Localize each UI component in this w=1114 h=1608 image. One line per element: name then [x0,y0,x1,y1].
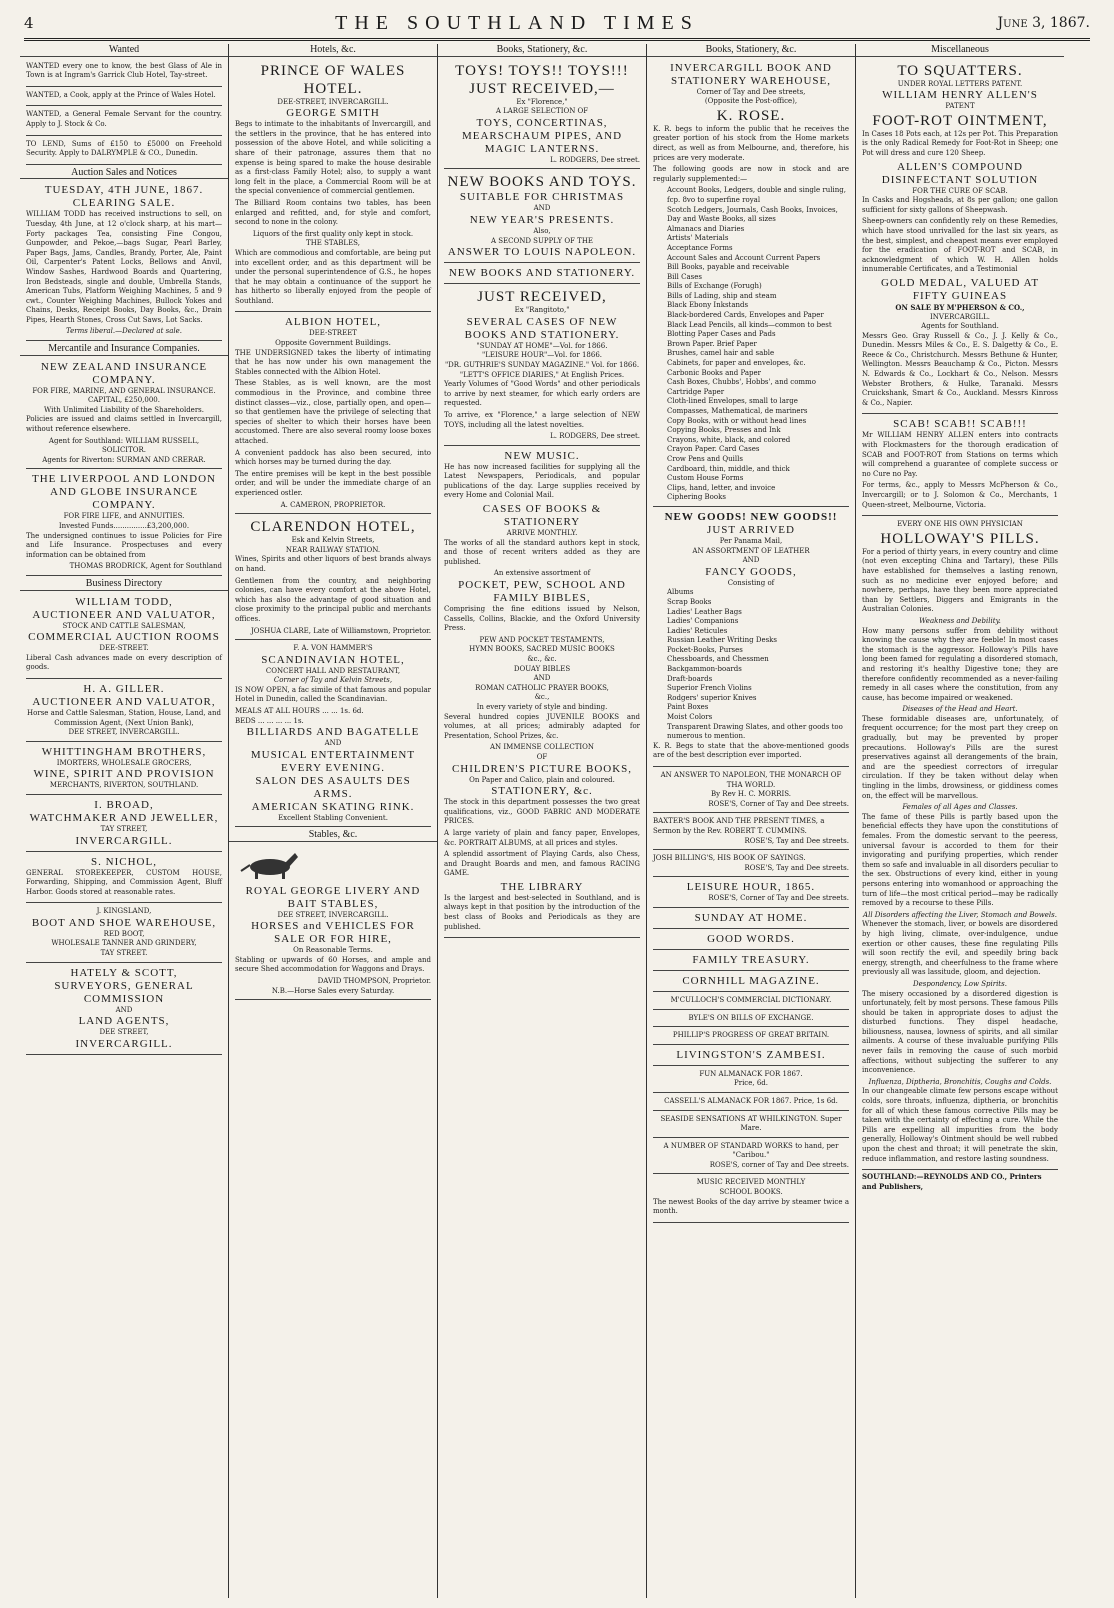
fancy-goods-list [653,588,849,742]
columns [20,44,1094,1598]
list-item: Brown Paper. Brief Paper [667,339,757,348]
list-item: Moist Colors [667,713,713,722]
list-item: Crow Pens and Quills [667,454,743,463]
list-item: Pocket-Books, Purses [667,645,743,654]
ad-mcculloch: M'CULLOCH'S COMMERCIAL DICTIONARY. [653,994,849,1010]
list-item: Ladies' Companions [667,617,739,626]
page-number: 4 [24,14,34,32]
list-item: Bills of Lading, ship and steam [667,291,777,300]
list-item: Scotch Ledgers, Journals, Cash Books, Invoices, Day and Waste Books, all sizes [667,205,838,224]
ad-family-treasury: FAMILY TREASURY. [653,952,849,971]
list-item: Cloth-lined Envelopes, small to large [667,397,798,406]
section-stables: Stables, &c. [229,829,437,842]
list-item: Rodgers' superior Knives [667,693,757,702]
list-item: Crayons, white, black, and colored [667,435,791,444]
list-item: Black Ebony Inkstands [667,301,749,310]
list-item: Ciphering Books [667,493,726,502]
ad-standard-works: A NUMBER OF STANDARD WORKS to hand, per "Caribou." ROSE'S, corner of Tay and Dee streets. [653,1140,849,1175]
list-item: Almanacs and Diaries [667,224,745,233]
list-item: Albums [667,588,694,597]
ad-fun-almanack: FUN ALMANACK FOR 1867. Price, 6d. [653,1068,849,1093]
ad-phillips: PHILLIP'S PROGRESS OF GREAT BRITAIN. [653,1029,849,1045]
list-item: Chessboards, and Chessmen [667,655,769,664]
list-item: Compasses, Mathematical, de mariners [667,407,808,415]
ad-liverpool-london: THE LIVERPOOL AND LONDON AND GLOBE INSURANCE COMPANY. FOR FIRE LIFE, and ANNUITIES. Invested Funds...............£3,200,000. The undersigned continues to issue Policies for Fire and Life Insurance. Prospectuses and every information can be obtained from THOMAS BRODRICK, Agent for Southland [26,471,222,576]
ad-giller: H. A. GILLER. AUCTIONEER AND VALUATOR, Horse and Cattle Salesman, Station, House, Land, and Commission Agent, (Next Union Bank), DEE STREET, INVERCARGILL. [26,681,222,742]
ad-seaside-sensations: SEASIDE SENSATIONS AT WHILKINGTON. Super Mare. [653,1113,849,1138]
list-item: Cardboard, thin, middle, and thick [667,464,790,473]
list-item: Ladies' Reticules [667,626,728,635]
list-item: Bill Books, payable and receivable [667,263,789,272]
ad-leisure-hour: LEISURE HOUR, 1865. ROSE'S, Corner of Tay and Dee streets. [653,879,849,908]
ad-scandinavian-hotel: F. A. VON HAMMER'S SCANDINAVIAN HOTEL, CONCERT HALL AND RESTAURANT, Corner of Tay and Kelvin Streets, IS NOW OPEN, a fac simile of that famous and popular Hotel in Dunedin, called the Scandinavian. MEALS AT ALL HOURS ... ... 1s. 6d. BEDS ... ... ... ... 1s. BILLIARDS AND BAGATELLE AND MUSICAL ENTERTAINMENT EVERY EVENING. SALON DES ASAULTS DES ARMS. AMERICAN SKATING RINK. Excellent Stabling Convenient. [235,642,431,827]
ad-clarendon-hotel: CLARENDON HOTEL, Esk and Kelvin Streets, NEAR RAILWAY STATION. Wines, Spirits and other liquors of best brands always on hand. Gentlemen from the country, and neighboring colonies, can have every comfort at the above Hotel, which has also the advantage of good situation and close proximity to the principal public and merchants offices. JOSHUA CLARE, Late of Williamstown, Proprietor. [235,516,431,640]
list-item: Cash Boxes, Chubbs', Hobbs', and commo [667,378,816,387]
column-1 [20,44,228,1598]
masthead [24,8,1090,41]
ad-clearing-sale: TUESDAY, 4TH JUNE, 1867. CLEARING SALE. WILLIAM TODD has received instructions to sell, on Tuesday, 4th June, at 12 o'clock sharp, at his mart— Forty packages Tea, consisting Fine Congou, Gunpowder, and Pekoe,—bags Sugar, Pearl Barley, Paper Bags, Jams, Candles, Brandy, Porter, Ale, Paint Oil, Carpenter's Patent Locks, Bellows and Anvil, Window Sashes, Hardwood Boards and Quartering, Iron Bedsteads, single and double, Umbrella Stands, American Tubs, Platform Weighing Machines, 5 and 9 cwt., Counter Weighing Machines, Bullock Yokes and Chains, Desks, Receipt Books, Day Books, &c., Drain Pipes, Hearth Stones, Cross Cut Saws, Lot Sacks. Terms liberal.—Declared at sale. [26,182,222,341]
list-item: Scrap Books [667,597,712,606]
list-item: Backgammon-boards [667,665,742,674]
list-item: Account Sales and Account Current Papers [667,253,821,262]
list-item: Cartridge Paper [667,387,725,396]
ad-royal-george: ROYAL GEORGE LIVERY AND BAIT STABLES, DEE STREET, INVERCARGILL. HORSES and VEHICLES FOR SALE OR FOR HIRE, On Reasonable Terms. Stabling or upwards of 60 Horses, and ample and secure Shed accommodation for Waggons and Drays. DAVID THOMPSON, Proprietor. N.B.—Horse Sales every Saturday. [235,845,431,1000]
list-item: Draft-boards [667,674,713,683]
section-insurance: Mercantile and Insurance Companies. [20,343,228,356]
ad-william-todd: WILLIAM TODD, AUCTIONEER AND VALUATOR, STOCK AND CATTLE SALESMAN, COMMERCIAL AUCTION ROOMS DEE-STREET. Liberal Cash advances made on every description of goods. [26,594,222,679]
ad-hately-scott: HATELY & SCOTT, SURVEYORS, GENERAL COMMISSION AND LAND AGENTS, DEE STREET, INVERCARGILL. [26,965,222,1055]
list-item: Copy Books, with or without head lines [667,416,807,425]
section-auction: Auction Sales and Notices [20,167,228,180]
ad-sunday-at-home: SUNDAY AT HOME. [653,910,849,929]
ad-prince-of-wales: PRINCE OF WALES HOTEL. DEE-STREET, INVERCARGILL. GEORGE SMITH Begs to intimate to the inhabitants of Invercargill, and the settlers in the province, that he has entered into possession of the above Hotel, and while soliciting a share of their patronage, assures them that no expense is being spared to make the house desirable as a first-class Family Hotel; also, to supply a want long felt in the place, a Commercial Room will be at the special convenience of commercial gentlemen. The Billiard Room contains two tables, has been enlarged and refitted, and, for style and comfort, second to none in the colony. Liquors of the first quality only kept in stock. THE STABLES, Which are commodious and comfortable, are being put into excellent order, and as this department will be under the personal superintendence of G.S., he hopes that he may obtain a continuance of the support he has hitherto so liberally enjoyed from the people of Southland. [235,60,431,313]
list-item: Acceptance Forms [667,243,733,252]
list-item: Account Books, Ledgers, double and single ruling, fcp. 8vo to superfine royal [667,186,846,204]
section-books-1: Books, Stationery, &c. [438,44,646,57]
ad-answer-napoleon: AN ANSWER TO NAPOLEON, THE MONARCH OF THA WORLD. By Rev H. C. MORRIS. ROSE'S, Corner of Tay and Dee streets. [653,769,849,813]
ad-scab: SCAB! SCAB!! SCAB!!! Mr WILLIAM HENRY ALLEN enters into contracts with Flockmasters for the thorough eradication of SCAB and FOOT-ROT from Stations on terms which will comprehend a guarantee of complete success or no Cure no Pay. For terms, &c., apply to Messrs McPherson & Co., Invercargill; or to J. Solomon & Co., Merchants, 1 Queen-street, Melbourne, Victoria. [862,416,1058,516]
imprint: SOUTHLAND:—REYNOLDS AND CO., Printers and Publishers, [862,1172,1042,1191]
ad-whittingham: WHITTINGHAM BROTHERS, IMORTERS, WHOLESALE GROCERS, WINE, SPIRIT AND PROVISION MERCHANTS, RIVERTON, SOUTHLAND. [26,744,222,795]
ad-new-music: NEW MUSIC. He has now increased facilities for supplying all the Latest Newspapers, Periodicals, and popular publications of the day. Large supplies received by every Home and Colonial Mail. CASES OF BOOKS & STATIONERY ARRIVE MONTHLY. The works of all the standard authors kept in stock, and those of recent writers added as they are published. An extensive assortment of POCKET, PEW, SCHOOL AND FAMILY BIBLES, Comprising the fine editions issued by Nelson, Cassells, Collins, Blackie, and the Oxford University Press. PEW AND POCKET TESTAMENTS, HYMN BOOKS, SACRED MUSIC BOOKS &c., &c. DOUAY BIBLES AND ROMAN CATHOLIC PRAYER BOOKS, &c., In every variety of style and binding. Several hundred copies JUVENILE BOOKS and volumes, at all prices; admirably adapted for Presentation, School Prizes, &c. AN IMMENSE COLLECTION OF CHILDREN'S PICTURE BOOKS, On Paper and Calico, plain and coloured. STATIONERY, &c. The stock in this department possesses the two great qualifications, viz., GOOD FABRIC AND MODERATE PRICES. A large variety of plain and fancy paper, Envelopes, &c. PORTRAIT ALBUMS, at all prices and styles. A splendid assortment of Playing Cards, also Chess, and Draught Boards and men, and famous RACING GAME. THE LIBRARY Is the largest and best-selected in Southland, and is always kept in that position by the introduction of the best class of Books and Periodicals as they are published. [444,448,640,939]
column-3 [437,44,646,1598]
ad-to-squatters: TO SQUATTERS. UNDER ROYAL LETTERS PATENT. WILLIAM HENRY ALLEN'S PATENT FOOT-ROT OINTMENT, In Cases 18 Pots each, at 12s per Pot. This Preparation is the only Radical Remedy for Foot-Rot in Sheep; one Pot will dress and cure 120 Sheep. ALLEN'S COMPOUND DISINFECTANT SOLUTION FOR THE CURE OF SCAB. In Casks and Hogsheads, at 8s per gallon; one gallon sufficient for sixty gallons of Sheepwash. Sheep-owners can confidently rely on these Remedies, which have stood unrivalled for the last six years, as the best, simplest, and cheapest means ever employed for the eradication of FOOT-ROT and SCAB, in acknowledgment of which W. H. Allen holds innumerable Certificates, and a Testimonial GOLD MEDAL, VALUED AT FIFTY GUINEAS ON SALE BY M'PHERSON & CO., INVERCARGILL. Agents for Southland. Messrs Geo. Gray Russell & Co., J. J. Kelly & Co., Dunedin. Messrs Miles & Co., E. S. Dalgetty & Co., E. Reece & Co., Christchurch. Messrs Bethune & Hunter, Wellington. Messrs Beauchamp & Co., Picton. Messrs N. Edwards & Co., Lockhart & Co., Nelson. Messrs Webster Brothers, & Hulke, Taranaki. Messrs Cruickshank, Smart & Co., Auckland. Messrs Kinross & Co., Napier. [862,60,1058,415]
horse-crest-icon [235,849,305,879]
section-books-2: Books, Stationery, &c. [647,44,855,57]
ad-just-received: JUST RECEIVED, Ex "Rangitoto," SEVERAL CASES OF NEW BOOKS AND STATIONERY. "SUNDAY AT HOME"—Vol. for 1866. "LEISURE HOUR"—Vol. for 1866. "DR. GUTHRIE'S SUNDAY MAGAZINE." Vol. for 1866. "LETT'S OFFICE DIARIES," At English Prices. Yearly Volumes of "Good Words" and other periodicals to arrive by next steamer, for which early orders are requested. To arrive, ex "Florence," a large selection of NEW TOYS, including all the latest novelties. L. RODGERS, Dee street. [444,286,640,446]
newspaper-title: THE SOUTHLAND TIMES [335,11,699,34]
list-item: Blotting Paper Cases and Pads [667,330,776,339]
ad-byles: BYLE'S ON BILLS OF EXCHANGE. [653,1012,849,1028]
ad-invercargill-book-warehouse: INVERCARGILL BOOK AND STATIONERY WAREHOUSE, Corner of Tay and Dee streets, (Opposite the Post-office), K. ROSE. K. R. begs to inform the public that he receives the greater portion of his stock from the Home markets direct, as well as from Melbourne, and, therefore, his prices are very moderate. The following goods are now in stock and are regularly supplemented:— Account Books, Ledgers, double and single ruling, fcp. 8vo to superfine royal Scotch Ledgers, Journals, Cash Books, Invoices, Day and Waste Books, all sizes Almanacs and Diaries Artists' Materials Acceptance Forms Account Sales and Account Current Papers Bill Books, payable and receivable Bill Cases Bills of Exchange (Forugh) Bills of Lading, ship and steam Black Ebony Inkstands Black-bordered Cards, Envelopes and Paper Black Lead Pencils, all kinds—common to best Blotting Paper Cases and Pads Brown Paper. Brief Paper Brushes, camel hair and sable Cabinets, for paper and envelopes, &c. Carbonic Books and Paper Cash Boxes, Chubbs', Hobbs', and commo Cartridge Paper Cloth-lined Envelopes, small to large Compasses, Mathematical, de mariners Copy Books, with or without head lines Copying Books, Presses and Ink Crayons, white, black, and colored Crayon Paper. Card Cases Crow Pens and Quills Cardboard, thin, middle, and thick Custom House Forms Clips, hand, letter, and invoice Ciphering Books [653,60,849,507]
list-item: Paint Boxes [667,703,709,712]
ad-josh-billings: JOSH BILLING'S, HIS BOOK OF SAYINGS. ROSE'S, Tay and Dee streets. [653,852,849,877]
ad-to-lend: TO LEND, Sums of £150 to £5000 on Freehold Security. Apply to DALRYMPLE & CO., Dunedin. [26,138,222,165]
list-item: Black-bordered Cards, Envelopes and Paper [667,311,824,320]
list-item: Copying Books, Presses and Ink [667,426,781,435]
list-item: Russian Leather Writing Desks [667,636,778,645]
ad-wanted-1: WANTED every one to know, the best Glass of Ale in Town is at Ingram's Garrick Club Hotel, Tay-street. [26,60,222,87]
list-item: Cabinets, for paper and envelopes, &c. [667,359,806,368]
list-item: Crayon Paper. Card Cases [667,445,760,454]
ad-kingsland: J. KINGSLAND, BOOT AND SHOE WAREHOUSE, RED BOOT, WHOLESALE TANNER AND GRINDERY, TAY STREET. [26,905,222,962]
section-miscellaneous: Miscellaneous [856,44,1064,57]
list-item: Custom House Forms [667,474,744,483]
ad-baxter: BAXTER'S BOOK AND THE PRESENT TIMES, a Sermon by the Rev. ROBERT T. CUMMINS. ROSE'S, Tay and Dee streets. [653,815,849,850]
ad-wanted-3: WANTED, a General Female Servant for the country. Apply to J. Stock & Co. [26,108,222,135]
list-item: Clips, hand, letter, and invoice [667,483,776,492]
ad-nichol: S. NICHOL, GENERAL STOREKEEPER, CUSTOM HOUSE, Forwarding, Shipping, and Commission Agent, Bluff Harbor. Goods stored at reasonable rates. [26,854,222,904]
column-2 [228,44,437,1598]
list-item: Brushes, camel hair and sable [667,349,775,358]
ad-nz-insurance: NEW ZEALAND INSURANCE COMPANY. FOR FIRE, MARINE, AND GENERAL INSURANCE. CAPITAL, £250,000. With Unlimited Liability of the Shareholders. Policies are issued and claims settled in Invercargill, without reference elsewhere. Agent for Southland: WILLIAM RUSSELL, SOLICITOR. Agents for Riverton: SURMAN AND CRERAR. [26,359,222,470]
section-business-directory: Business Directory [20,578,228,591]
ad-music-received: MUSIC RECEIVED MONTHLY SCHOOL BOOKS. The newest Books of the day arrive by steamer twice a month. [653,1176,849,1222]
section-wanted: Wanted [20,44,228,57]
list-item: Carbonic Books and Paper [667,368,762,377]
issue-date: June 3, 1867. [997,15,1090,31]
ad-holloways-pills: EVERY ONE HIS OWN PHYSICIAN HOLLOWAY'S PILLS. For a period of thirty years, in every country and clime (not even excepting China and Tartary), these Pills have established for themselves a lasting renown, such as no medicine ever enjoyed before; and nowhere, perhaps, have they been more appreciated than by Settlers, Diggers and Emigrants in the Australian Colonies. Weakness and Debility. How many persons suffer from debility without knowing the cause why they are feeble! In most cases the stomach is the aggressor. Holloway's Pills have long been famed for regulating a disordered stomach, and restoring it's healthy Digestive tone; they are therefore confidently recommended as a never-failing remedy in all cases where the constitution, from any cause, has become impaired or weakened. Diseases of the Head and Heart. These formidable diseases are, unfortunately, of frequent occurrence; for the most part they creep on gradually, but may be prevented by proper precautions. Holloway's Pills are the surest preservatives against all derangements of the brain, and are the speediest correctors of irregular circulation. If they be taken without delay when tingling in the limbs, drowsiness, or giddiness comes on, the effect will be marvellous. Females of all Ages and Classes. The fame of these Pills is partly based upon the beneficial effects they have upon the constitutions of females. From the domestic servant to the peeress, universal favour is accorded to them for their invigorating and purifying properties, which render them so safe and invaluable in all disorders peculiar to the sex. Obstructions of every kind, either in young persons entering into womanhood or approaching the turn of life—the most critical period—may be radically removed by a recourse to these Pills. All Disorders affecting the Liver, Stomach and Bowels. Whenever the stomach, liver, or bowels are disordered by high living, climate, over-indulgence, undue exertion or other causes, these fine regulating Pills will soon rectify the evil, and speedily bring back energy, strength, and cheerfulness to the frame where previously all was lassitude, gloom, and dejection. Despondency, Low Spirits. The misery occasioned by a disordered digestion is unfortunately, felt by most persons. These famous Pills should be taken in appropriate doses to adjust the disturbed functions. They dispel headache, biliousness, nausea, lowness of spirits, and all similar ailments. A course of these invaluable purifying Pills never fails in removing the cause of such morbid affections, without subjecting the sufferer to any inconvenience. Influenza, Diptheria, Bronchitis, Coughs and Colds. In our changeable climate few persons escape without colds, sore throats, influenza, diptheria, or bronchitis for all of which these famous corrective Pills may be taken with the certainty of effecting a cure. While the Pills are expelling all impurities from the body generally, Holloway's Ointment should be well rubbed upon the chest and throat; it will penetrate the skin, reduce inflammation, and restore lasting soundness. [862,518,1058,1170]
ad-new-books-toys: NEW BOOKS AND TOYS. SUITABLE FOR CHRISTMAS AND NEW YEAR'S PRESENTS. Also, A SECOND SUPPLY OF THE ANSWER TO LOUIS NAPOLEON. [444,171,640,263]
stationery-list [653,186,849,503]
ad-cassells-almanack: CASSELL'S ALMANACK FOR 1867. Price, 1s 6d. [653,1095,849,1111]
section-hotels: Hotels, &c. [229,44,437,57]
list-item: Black Lead Pencils, all kinds—common to best [667,320,832,329]
list-item: Bill Cases [667,272,702,281]
list-item: Bills of Exchange (Forugh) [667,282,762,291]
ad-toys: TOYS! TOYS!! TOYS!!! JUST RECEIVED,— Ex "Florence," A LARGE SELECTION OF TOYS, CONCERTINAS, MEARSCHAUM PIPES, AND MAGIC LANTERNS. L. RODGERS, Dee street. [444,60,640,170]
column-5 [855,44,1064,1598]
ad-good-words: GOOD WORDS. [653,931,849,950]
ad-wanted-2: WANTED, a Cook, apply at the Prince of Wales Hotel. [26,89,222,107]
list-item: Transparent Drawing Slates, and other goods too numerous to mention. [667,722,843,741]
list-item: Ladies' Leather Bags [667,607,742,616]
column-4 [646,44,855,1598]
list-item: Superior French Violins [667,684,752,693]
ad-new-books-stationery: NEW BOOKS AND STATIONERY. [444,265,640,284]
ad-new-goods: NEW GOODS! NEW GOODS!! JUST ARRIVED Per Panama Mail, AN ASSORTMENT OF LEATHER AND FANCY GOODS, Consisting of Albums Scrap Books Ladies' Leather Bags Ladies' Companions Ladies' Reticules Russian Leather Writing Desks Pocket-Books, Purses Chessboards, and Chessmen Backgammon-boards Draft-boards Superior French Violins Rodgers' superior Knives Paint Boxes Moist Colors Transparent Drawing Slates, and other goods too numerous to mention. K. R. Begs to state that the above-mentioned goods are of the best description ever imported. [653,509,849,767]
ad-albion-hotel: ALBION HOTEL, DEE-STREET Opposite Government Buildings. THE UNDERSIGNED takes the liberty of intimating that he has now under his own management the Stables connected with the Albion Hotel. These Stables, as is well known, are the most commodious in the Province, and combine three distinct classes—viz., close, partially open, and open—so that gentlemen have the privilege of selecting that species of shelter to which their horses have been accustomed. There are also several roomy loose boxes attached. A convenient paddock has also been secured, into which horses may be turned during the day. The entire premises will be kept in the best possible order, and will be under the immediate charge of an experienced ostler. A. CAMERON, PROPRIETOR. [235,314,431,514]
list-item: Artists' Materials [667,234,729,243]
ad-cornhill: CORNHILL MAGAZINE. [653,973,849,992]
ad-livingston: LIVINGSTON'S ZAMBESI. [653,1047,849,1066]
ad-broad: I. BROAD, WATCHMAKER AND JEWELLER, TAY STREET, INVERCARGILL. [26,797,222,852]
